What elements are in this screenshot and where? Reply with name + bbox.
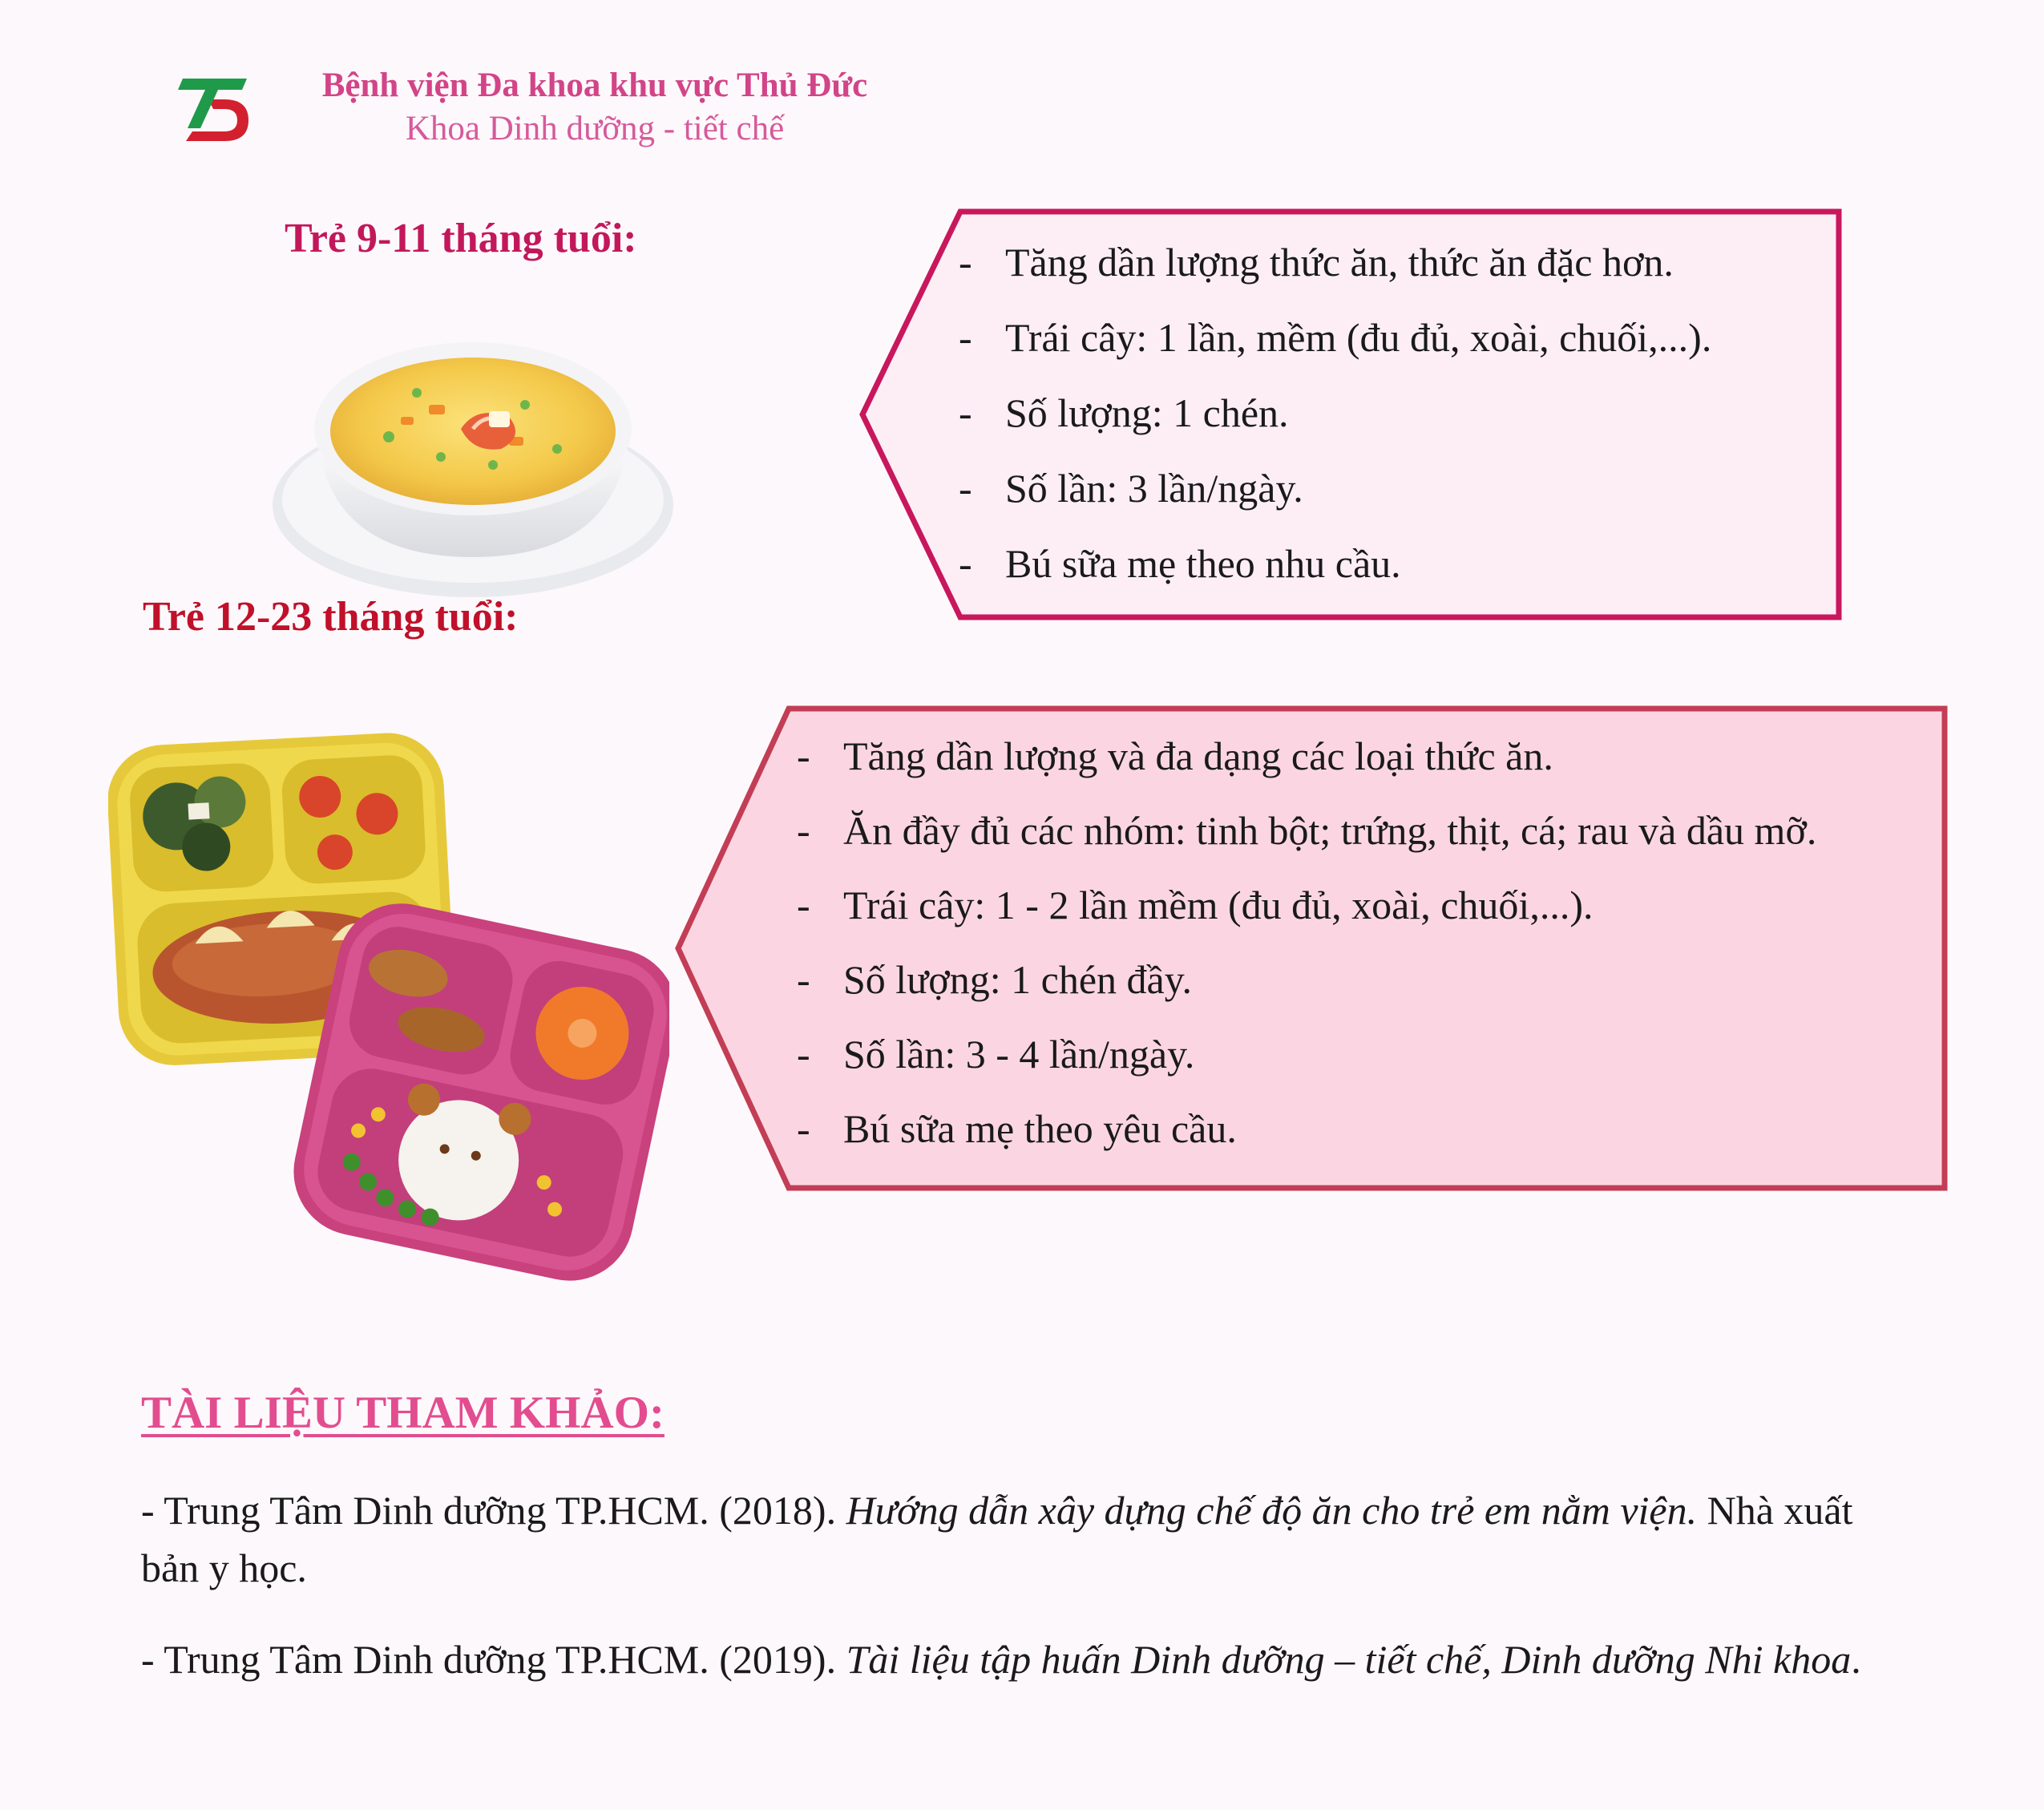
page-header (178, 66, 899, 154)
callout-box-12-23-months: - Tăng dần lượng và đa dạng các loại thức ăn. - Ăn đầy đủ các nhóm: tinh bột; trứng, thịt, cá; rau và dầu mỡ. - Trái cây: 1 - 2 lần mềm (đu đủ, xoài, chuối,...). - Số lượng: 1 chén đầy. - Số lần: 3 - 4 lần/ngày. - Bú sữa mẹ theo yêu cầu. (672, 704, 1949, 1193)
callout-box-9-11-months: - Tăng dần lượng thức ăn, thức ăn đặc hơn. - Trái cây: 1 lần, mềm (đu đủ, xoài, chuối,...). - Số lượng: 1 chén. - Số lần: 3 lần/ngày. - Bú sữa mẹ theo nhu cầu. (856, 207, 1844, 622)
td-hospital-logo-icon (178, 72, 254, 144)
reference-prefix: - Trung Tâm Dinh dưỡng TP.HCM. (2019). (141, 1637, 846, 1682)
reference-item (141, 1481, 1864, 1597)
section-heading-12-23-months: Trẻ 12-23 tháng tuổi: (143, 594, 519, 640)
reference-title: Tài liệu tập huấn Dinh dưỡng – tiết chế, Dinh dưỡng Nhi khoa (846, 1637, 1852, 1682)
kids-meal-trays-icon (108, 721, 669, 1311)
department-name: Khoa Dinh dưỡng - tiết chế (405, 110, 785, 147)
reference-item (141, 1630, 1864, 1688)
section-heading-9-11-months: Trẻ 9-11 tháng tuổi: (285, 216, 637, 261)
rice-porridge-bowl-icon (269, 317, 677, 601)
reference-suffix: . (1851, 1637, 1861, 1682)
hospital-name: Bệnh viện Đa khoa khu vực Thủ Đức (321, 67, 868, 104)
reference-suffix: Nhà xuất bản y học. (141, 1488, 1853, 1590)
references-title: TÀI LIỆU THAM KHẢO: (141, 1388, 665, 1438)
reference-title: Hướng dẫn xây dựng chế độ ăn cho trẻ em nằm viện. (846, 1488, 1698, 1533)
reference-prefix: - Trung Tâm Dinh dưỡng TP.HCM. (2018). (141, 1488, 846, 1533)
